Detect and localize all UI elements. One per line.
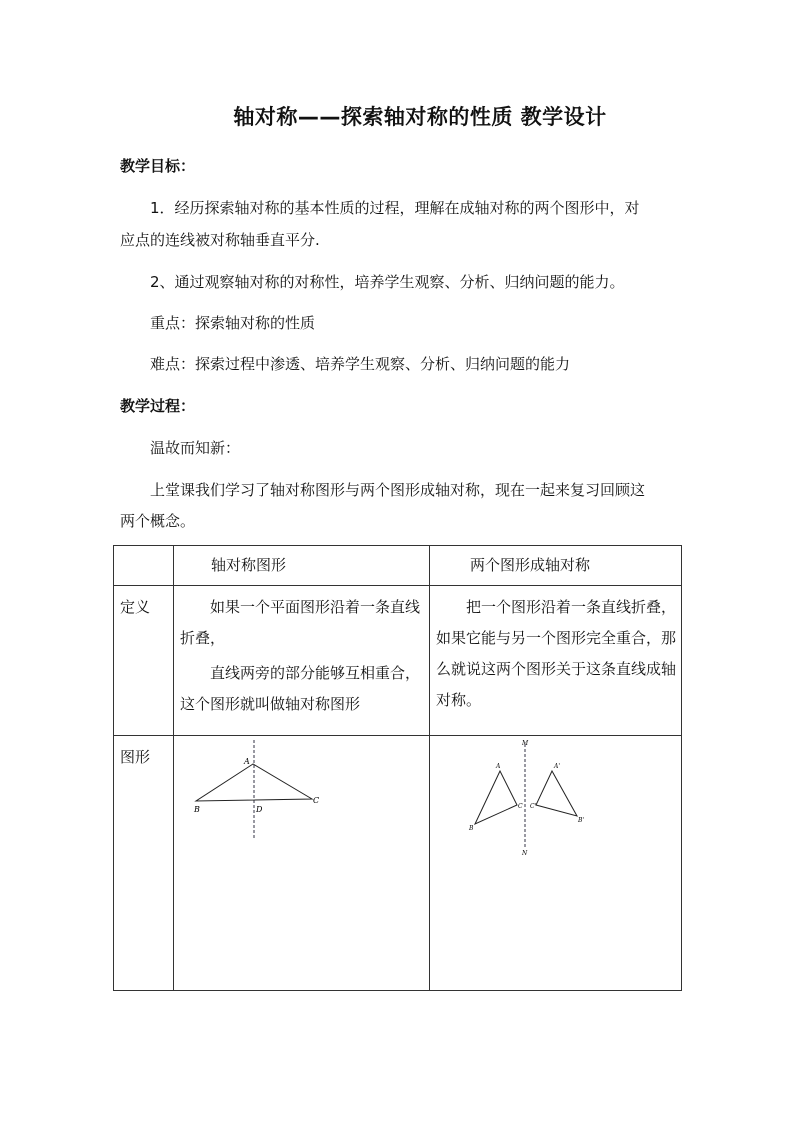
comparison-table bbox=[113, 545, 682, 991]
label-n: N bbox=[522, 850, 528, 857]
table-cell bbox=[430, 586, 682, 736]
label-c-left: C bbox=[518, 803, 523, 810]
label-d: D bbox=[256, 805, 263, 814]
table-header-cell bbox=[430, 546, 682, 586]
col-header-two-figures-symmetric: 两个图形成轴对称 bbox=[470, 556, 591, 574]
table-row-label-cell bbox=[114, 586, 174, 736]
definition-2: 把一个图形沿着一条直线折叠，如果它能与另一个图形完全重合，那么就说这两个图形关于这条直线成轴对称。 bbox=[436, 598, 677, 709]
triangle-abc-right bbox=[536, 771, 577, 816]
table-corner-cell bbox=[114, 546, 174, 586]
label-b-prime: B' bbox=[578, 817, 585, 824]
goal-1-line-2: 应点的连线被对称轴垂直平分. bbox=[120, 231, 320, 249]
table-row-label-cell bbox=[114, 736, 174, 991]
isosceles-triangle-figure bbox=[174, 736, 424, 986]
goals-heading: 教学目标： bbox=[120, 157, 196, 175]
intro-line-2: 两个概念。 bbox=[120, 512, 196, 530]
label-c-prime: C' bbox=[530, 803, 537, 810]
label-a-left: A bbox=[496, 763, 501, 770]
mirror-triangles-figure bbox=[430, 736, 680, 986]
table-header-cell bbox=[174, 546, 430, 586]
document-title: 轴对称——探索轴对称的性质 教学设计 bbox=[233, 105, 607, 129]
table-row-figure bbox=[114, 736, 682, 991]
triangle-abc-left bbox=[475, 771, 517, 824]
table-header-row bbox=[114, 546, 682, 586]
label-c: C bbox=[313, 796, 320, 805]
table-cell bbox=[430, 736, 682, 991]
table-cell bbox=[174, 736, 430, 991]
intro-line-1: 上堂课我们学习了轴对称图形与两个图形成轴对称，现在一起来复习回顾这 bbox=[150, 481, 646, 499]
label-b: B bbox=[194, 805, 200, 814]
label-a: A bbox=[244, 757, 250, 766]
definition-1-part-2: 直线两旁的部分能够互相重合，这个图形就叫做轴对称图形 bbox=[180, 664, 421, 713]
key-point: 重点：探索轴对称的性质 bbox=[150, 314, 316, 332]
label-a-prime: A' bbox=[554, 763, 560, 770]
table-cell bbox=[174, 586, 430, 736]
difficulty-point: 难点：探索过程中渗透、培养学生观察、分析、归纳问题的能力 bbox=[150, 355, 571, 373]
definition-1-part-1: 如果一个平面图形沿着一条直线折叠， bbox=[180, 598, 421, 647]
row-label-figure: 图形 bbox=[120, 748, 151, 766]
process-heading: 教学过程： bbox=[120, 397, 196, 415]
goal-2: 2、通过观察轴对称的对称性，培养学生观察、分析、归纳问题的能力。 bbox=[150, 273, 625, 291]
review-heading: 温故而知新： bbox=[150, 439, 241, 457]
row-label-definition: 定义 bbox=[120, 598, 151, 616]
col-header-axial-symmetry-figure: 轴对称图形 bbox=[211, 556, 287, 574]
table-row-definition bbox=[114, 586, 682, 736]
label-b-left: B bbox=[469, 825, 474, 832]
label-m: M bbox=[522, 740, 529, 747]
goal-1-line-1: 1．经历探索轴对称的基本性质的过程，理解在成轴对称的两个图形中，对 bbox=[150, 199, 640, 217]
